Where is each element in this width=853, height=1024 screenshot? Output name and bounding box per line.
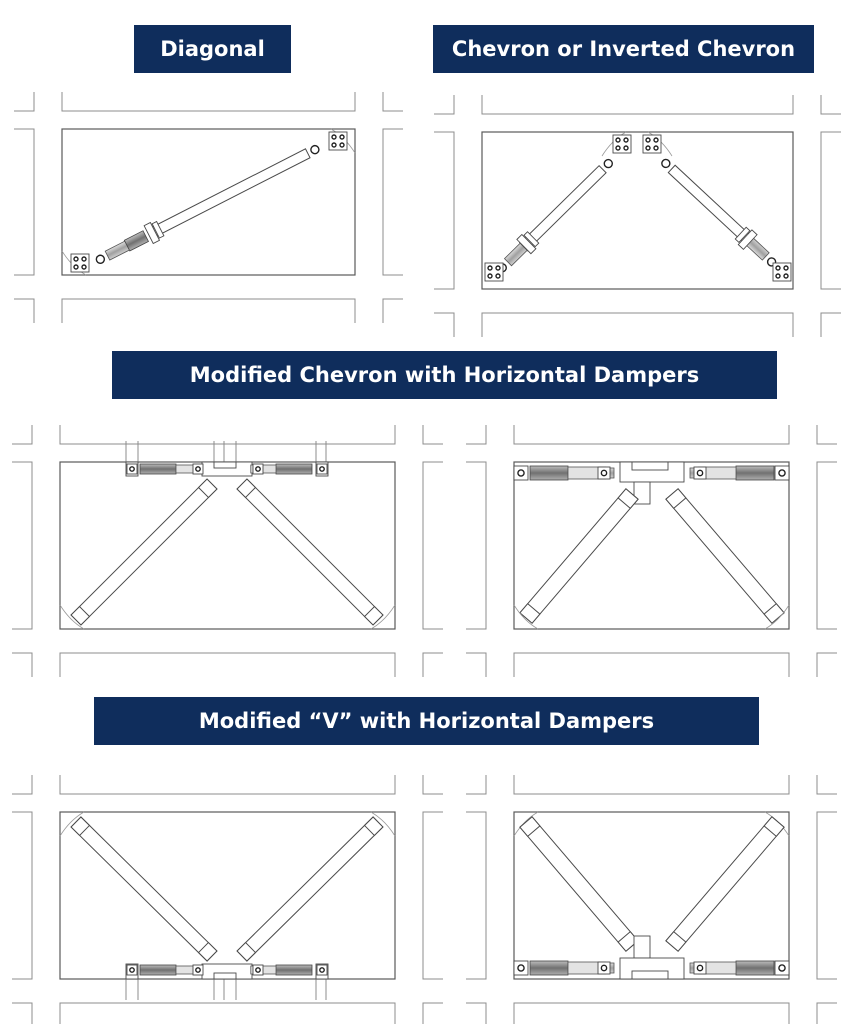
- fitting-pin: [196, 467, 200, 471]
- title-modified-v: Modified “V” with Horizontal Dampers: [94, 697, 759, 745]
- bracket-bolt: [784, 274, 788, 278]
- center-web: [632, 462, 668, 470]
- frame-modified-chevron-right: [514, 462, 789, 629]
- corner-bracket-top-right: [329, 132, 347, 150]
- bolt-fitting-left: [127, 965, 137, 975]
- corner-fitting-right: [775, 961, 789, 975]
- column-right: [423, 462, 443, 629]
- fitting-pin: [601, 965, 606, 970]
- frame-modified-v-right: [514, 812, 789, 979]
- column-left-bottom: [434, 313, 454, 337]
- fitting-pin: [320, 467, 324, 471]
- fitting-pin: [130, 467, 134, 471]
- bracket-bolt: [616, 146, 620, 150]
- bracket-bolt: [646, 146, 650, 150]
- column-right-bottom: [821, 313, 841, 337]
- column-left-top: [12, 425, 32, 444]
- fitting-pin: [320, 968, 324, 972]
- column-right: [383, 129, 403, 275]
- column-left-bottom: [466, 653, 486, 677]
- bracket-bolt: [332, 135, 336, 139]
- fitting-pin: [697, 470, 702, 475]
- corner-fitting-right: [775, 466, 789, 480]
- beam-above: [482, 95, 793, 114]
- column-left-top: [14, 92, 34, 111]
- title-diagonal: Diagonal: [134, 25, 291, 73]
- bracket-bolt: [488, 266, 492, 270]
- corner-bracket-bottom-right: [773, 263, 791, 281]
- bracket-bolt: [82, 257, 86, 261]
- bracket-bolt: [784, 266, 788, 270]
- column-left-bottom: [14, 299, 34, 323]
- frame-modified-v-left: [60, 812, 395, 979]
- bracket-plate: [485, 263, 503, 281]
- bracket-bolt: [496, 266, 500, 270]
- bracket-bolt: [82, 265, 86, 269]
- column-right-top: [423, 425, 443, 444]
- column-left: [12, 462, 32, 629]
- bracket-bolt: [776, 266, 780, 270]
- column-right-top: [821, 95, 841, 114]
- column-left: [434, 132, 454, 289]
- column-right-bottom: [817, 1003, 837, 1024]
- fitting-pin: [697, 965, 702, 970]
- column-right: [821, 132, 841, 289]
- apex-bracket-right: [643, 135, 661, 153]
- beam-above: [60, 425, 395, 444]
- bracket-bolt: [624, 138, 628, 142]
- beam-above: [60, 775, 395, 794]
- fitting-pin: [779, 965, 785, 971]
- bracket-bolt: [624, 146, 628, 150]
- center-web: [214, 462, 236, 468]
- column-left-top: [12, 775, 32, 794]
- column-left-top: [466, 425, 486, 444]
- corner-bracket-bottom-left: [71, 254, 89, 272]
- center-web: [632, 971, 668, 979]
- frame-chevron: [482, 132, 793, 289]
- bracket-plate: [71, 254, 89, 272]
- damper-cylinder: [140, 965, 176, 975]
- inner-fitting-left: [598, 467, 610, 479]
- bracket-bolt: [332, 143, 336, 147]
- bracket-bolt: [646, 138, 650, 142]
- fitting-pin: [130, 968, 134, 972]
- center-web: [214, 973, 236, 979]
- title-modified-chevron: Modified Chevron with Horizontal Dampers: [112, 351, 777, 399]
- beam-below: [60, 653, 395, 677]
- column-right-bottom: [423, 1003, 443, 1024]
- beam-above: [514, 425, 789, 444]
- fitting-pin: [518, 470, 524, 476]
- beam-above: [62, 92, 355, 111]
- bolt-fitting-right: [317, 464, 327, 474]
- inner-fitting-left: [193, 464, 203, 474]
- column-right-bottom: [383, 299, 403, 323]
- corner-fitting-left: [514, 961, 528, 975]
- column-left: [466, 812, 486, 979]
- frame-modified-chevron-left: [60, 462, 395, 629]
- inner-fitting-right: [694, 467, 706, 479]
- bracket-bolt: [340, 143, 344, 147]
- bracket-bolt: [616, 138, 620, 142]
- column-right-top: [817, 425, 837, 444]
- inner-fitting-right: [253, 464, 263, 474]
- bracket-plate: [613, 135, 631, 153]
- beam-below: [482, 313, 793, 337]
- beam-below: [514, 1003, 789, 1024]
- title-chevron: Chevron or Inverted Chevron: [433, 25, 814, 73]
- damper-cylinder: [140, 464, 176, 474]
- horizontal-damper-left: [140, 965, 201, 975]
- column-right: [817, 812, 837, 979]
- bracket-plate: [643, 135, 661, 153]
- corner-fitting-left: [514, 466, 528, 480]
- column-left-bottom: [12, 653, 32, 677]
- fitting-pin: [518, 965, 524, 971]
- fitting-pin: [779, 470, 785, 476]
- bracket-plate: [773, 263, 791, 281]
- fitting-pin: [256, 467, 260, 471]
- bolt-fitting-left: [127, 464, 137, 474]
- bracket-bolt: [654, 138, 658, 142]
- bracket-bolt: [488, 274, 492, 278]
- fitting-pin: [196, 968, 200, 972]
- column-right: [817, 462, 837, 629]
- column-left-top: [434, 95, 454, 114]
- inner-fitting-right: [253, 965, 263, 975]
- bracket-bolt: [496, 274, 500, 278]
- column-right-top: [817, 775, 837, 794]
- column-left: [466, 462, 486, 629]
- frame-bays: [60, 129, 793, 979]
- inner-fitting-left: [193, 965, 203, 975]
- apex-block: [634, 936, 650, 958]
- damper-cylinder: [736, 961, 774, 975]
- column-left: [14, 129, 34, 275]
- fitting-pin: [256, 968, 260, 972]
- bracket-bolt: [340, 135, 344, 139]
- bolt-fitting-right: [317, 965, 327, 975]
- column-right-bottom: [817, 653, 837, 677]
- beam-below: [60, 1003, 395, 1024]
- column-left-bottom: [12, 1003, 32, 1024]
- damper-cylinder: [276, 965, 312, 975]
- bracket-bolt: [776, 274, 780, 278]
- fitting-pin: [601, 470, 606, 475]
- bracket-plate: [329, 132, 347, 150]
- damper-cylinder: [530, 961, 568, 975]
- column-left-top: [466, 775, 486, 794]
- column-right: [423, 812, 443, 979]
- beam-below: [62, 299, 355, 323]
- column-right-top: [383, 92, 403, 111]
- bracket-bolt: [74, 257, 78, 261]
- column-left: [12, 812, 32, 979]
- column-right-bottom: [423, 653, 443, 677]
- beam-below: [514, 653, 789, 677]
- bracket-bolt: [74, 265, 78, 269]
- column-right-top: [423, 775, 443, 794]
- column-left-bottom: [466, 1003, 486, 1024]
- inner-fitting-left: [598, 962, 610, 974]
- damper-cylinder: [530, 466, 568, 480]
- bracket-bolt: [654, 146, 658, 150]
- corner-bracket-bottom-left: [485, 263, 503, 281]
- apex-bracket-left: [613, 135, 631, 153]
- damper-cylinder: [276, 464, 312, 474]
- inner-fitting-right: [694, 962, 706, 974]
- beam-above: [514, 775, 789, 794]
- damper-cylinder: [736, 466, 774, 480]
- horizontal-damper-left: [140, 464, 201, 474]
